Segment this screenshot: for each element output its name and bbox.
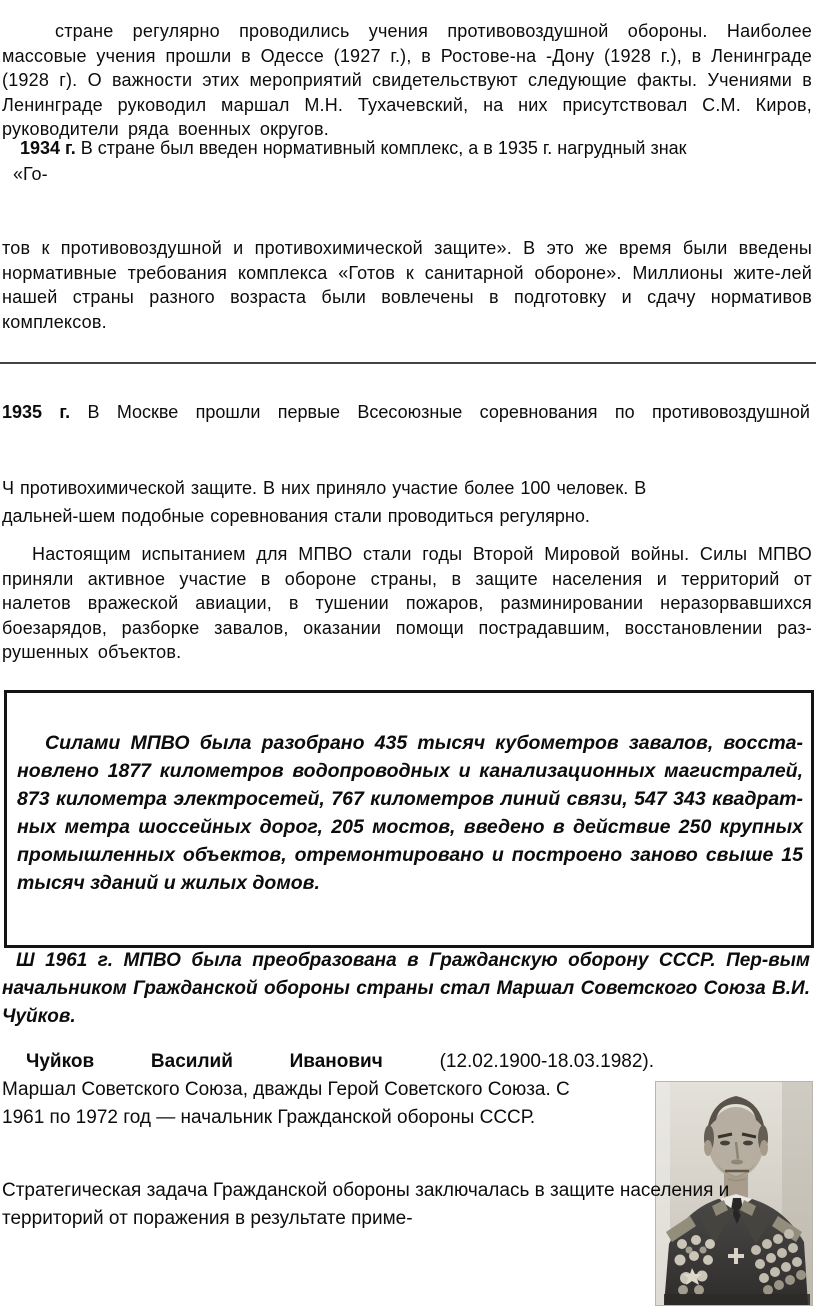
chuikov-name-line	[2, 1048, 654, 1076]
paragraph-1934-line	[2, 135, 814, 161]
stats-framed-box	[4, 690, 814, 948]
chuikov-dates: (12.02.1900-18.03.1982).	[439, 1051, 655, 1072]
chuikov-name: Чуйков Василий Иванович	[26, 1051, 383, 1072]
paragraph-chuikov-bio	[2, 1048, 654, 1132]
paragraph-wartime: Настоящим испытанием для МПВО стали годы Второй Мировой войны. Силы МПВО приняли активное участие в обороне страны, в защите населения и территорий от налетов вражеской авиации, в тушении пожаров, разминировании неразорвавшихся боезарядов, разборке завалов, оказании помощи пострадавшим, восстановлении раз-рушенных объектов.	[2, 544, 812, 662]
paragraph-1935	[2, 400, 810, 425]
chuikov-bio-text: Маршал Советского Союза, дважды Герой Советского Союза. С 1961 по 1972 год — начальник Гражданской обороны СССР.	[2, 1079, 570, 1128]
paragraph-1934	[2, 135, 814, 187]
year-1934-text: В стране был введен нормативный комплекс, а в 1935 г. нагрудный знак	[80, 138, 687, 158]
year-1934-lead: 1934 г.	[20, 138, 76, 158]
carryover-go: «Го-	[13, 164, 48, 184]
stats-box-text: Силами МПВО была разобрано 435 тысяч кубометров завалов, восста-новлено 1877 километров водопроводных и канализационных магистралей, 873 километра электросетей, 767 километров линий связи, 547 343 квадрат-ных метра шоссейных дорог, 205 мостов, введено в действие 250 крупных промышленных объектов, отремонтировано и построено заново свыше 15 тысяч зданий и жилых домов.	[17, 732, 803, 894]
paragraph-competitions: Ч противохимической защите. В них приняло участие более 100 человек. В дальней-шем подобные соревнования стали проводиться регулярно.	[2, 478, 647, 526]
year-1935-lead: 1935 г.	[2, 402, 71, 422]
paragraph-strategic-task: Стратегическая задача Гражданской обороны заключалась в защите населения и территорий от поражения в результате приме-	[2, 1180, 730, 1229]
year-1935-text: В Москве прошли первые Всесоюзные соревнования по противовоздушной	[87, 402, 810, 422]
paragraph-1961-reorg: Ш 1961 г. МПВО была преобразована в Гражданскую оборону СССР. Пер-вым начальником Гражданской обороны страны стал Маршал Советского Союза В.И. Чуйков.	[2, 950, 810, 1027]
paragraph-badge-complex: тов к противовоздушной и противохимической защите». В это же время были введены нормативные требования комплекса «Готов к санитарной обороне». Миллионы жите-лей нашей страны разного возраста были вовлечены в подготовку и сдачу нормативов комплексов.	[2, 238, 812, 332]
paragraph-intro-trainings: стране регулярно проводились учения противовоздушной обороны. Наиболее массовые учения прошли в Одессе (1927 г.), в Ростове-на -Дону (1928 г.), в Ленинграде (1928 г). О важности этих мероприятий свидетельствуют следующие факты. Учениями в Ленинграде руководил маршал М.Н. Тухачевский, на них присутствовал С.М. Киров, руководители ряда военных округов.	[2, 21, 812, 139]
horizontal-divider-line	[0, 362, 816, 364]
